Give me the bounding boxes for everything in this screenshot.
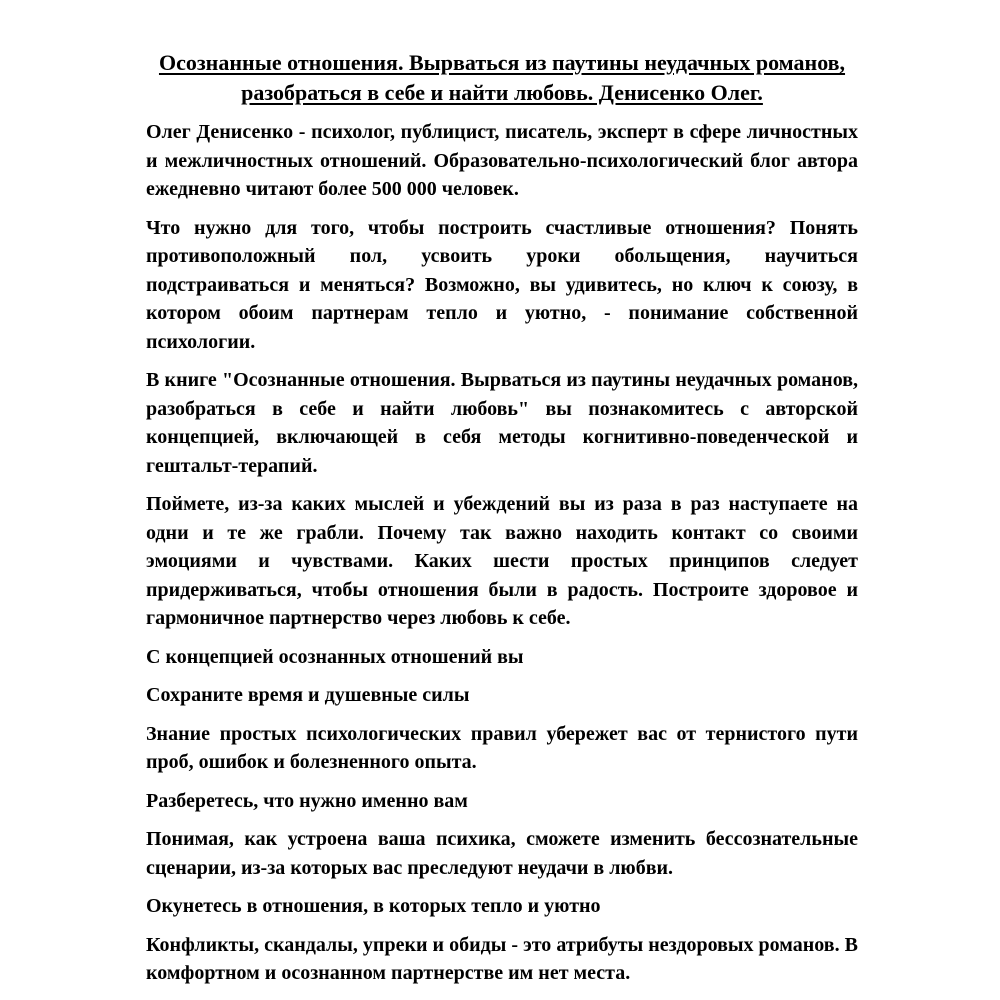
concept-intro-line: С концепцией осознанных отношений вы bbox=[146, 645, 524, 668]
book-concept-paragraph: В книге "Осознанные отношения. Вырваться из паутины неудачных романов, разобраться в себе и найти любовь" вы познакомитесь с авторской концепцией, включающей в себя методы когнитивно-поведенческой и гештальт-терапий. bbox=[146, 369, 858, 477]
benefit-heading-relationships: Окунетесь в отношения, в которых тепло и уютно bbox=[146, 895, 601, 917]
benefit-text-time: Знание простых психологических правил убережет вас от тернистого пути проб, ошибок и болезненного опыта. bbox=[146, 722, 858, 773]
benefit-text-relationships: Конфликты, скандалы, упреки и обиды - это атрибуты нездоровых романов. В комфортном и осознанном партнерстве им нет места. bbox=[146, 933, 858, 984]
benefit-heading-needs: Разберетесь, что нужно именно вам bbox=[146, 789, 468, 812]
document-title: Осознанные отношения. Вырваться из паутины неудачных романов, разобраться в себе и найти любовь. Денисенко Олег. bbox=[158, 50, 846, 105]
intro-question-paragraph: Что нужно для того, чтобы построить счастливые отношения? Понять противоположный пол, усвоить уроки обольщения, научиться подстраиваться и меняться? Возможно, вы удивитесь, но ключ к союзу, в котором обоим партнерам тепло и уютно, - понимание собственной психологии. bbox=[146, 216, 858, 353]
author-bio-paragraph: Олег Денисенко - психолог, публицист, писатель, эксперт в сфере личностных и межличностных отношений. Образовательно-психологический блог автора ежедневно читают более 500 000 человек. bbox=[146, 121, 858, 200]
benefit-text-needs: Понимая, как устроена ваша психика, сможете изменить бессознательные сценарии, из-за которых вас преследуют неудачи в любви. bbox=[146, 828, 858, 879]
benefits-paragraph: Поймете, из-за каких мыслей и убеждений вы из раза в раз наступаете на одни и те же грабли. Почему так важно находить контакт со своими эмоциями и чувствами. Каких шести простых принципов следует придерживаться, чтобы отношения были в радость. Построите здоровое и гармоничное партнерство через любовь к себе. bbox=[146, 493, 858, 629]
document-page bbox=[146, 48, 858, 998]
benefit-heading-time: Сохраните время и душевные силы bbox=[146, 684, 470, 706]
